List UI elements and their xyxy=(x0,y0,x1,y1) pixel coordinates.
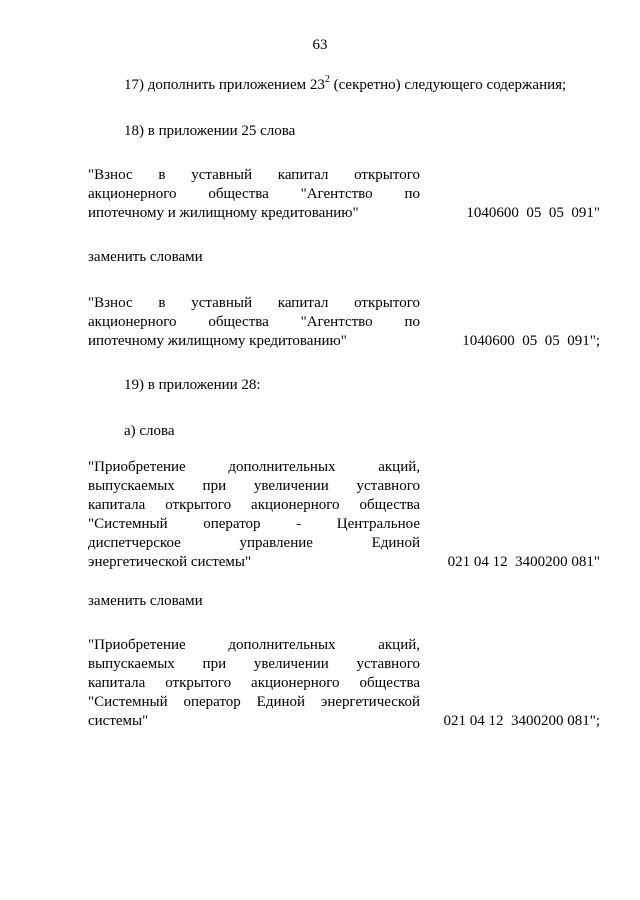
item-18: 18) в приложении 25 слова xyxy=(124,123,296,139)
entry-line: капитала открытого акционерного общества xyxy=(88,675,420,691)
item-17 xyxy=(124,76,566,95)
entry-4-code: 021 04 12 3400200 081"; xyxy=(443,713,600,729)
entry-line: "Взнос в уставный капитал открытого xyxy=(88,167,420,183)
entry-2-text xyxy=(88,294,420,351)
replace-phrase-1: заменить словами xyxy=(88,249,203,265)
entry-line: акционерного общества "Агентство по xyxy=(88,314,420,330)
entry-line: выпускаемых при увеличении уставного xyxy=(88,478,420,494)
entry-line: капитала открытого акционерного общества xyxy=(88,497,420,513)
entry-3-text xyxy=(88,458,420,572)
entry-2-code: 1040600 05 05 091"; xyxy=(462,333,600,349)
item-17-text-end: (секретно) следующего содержания; xyxy=(329,77,567,93)
entry-line: системы" xyxy=(88,713,149,729)
entry-line: "Приобретение дополнительных акций, xyxy=(88,637,420,653)
entry-line: "Системный оператор Единой энергетической xyxy=(88,694,420,710)
entry-1-code: 1040600 05 05 091" xyxy=(466,205,600,221)
entry-line: "Взнос в уставный капитал открытого xyxy=(88,295,420,311)
item-19: 19) в приложении 28: xyxy=(124,377,261,393)
entry-line: выпускаемых при увеличении уставного xyxy=(88,656,420,672)
item-17-superscript: 2 xyxy=(324,74,330,85)
entry-line: ипотечному жилищному кредитованию" xyxy=(88,333,347,349)
entry-1-text xyxy=(88,166,420,223)
replace-phrase-2: заменить словами xyxy=(88,593,203,609)
entry-line: энергетической системы" xyxy=(88,554,252,570)
entry-line: ипотечному и жилищному кредитованию" xyxy=(88,205,359,221)
entry-line: "Системный оператор - Центральное xyxy=(88,516,420,532)
entry-4-text xyxy=(88,636,420,731)
entry-line: акционерного общества "Агентство по xyxy=(88,186,420,202)
page-number: 63 xyxy=(312,37,328,53)
entry-3-code: 021 04 12 3400200 081" xyxy=(447,554,600,570)
item-17-text: 17) дополнить приложением 23 xyxy=(124,77,325,93)
sub-item-a: а) слова xyxy=(124,423,175,439)
entry-line: диспетчерское управление Единой xyxy=(88,535,420,551)
entry-line: "Приобретение дополнительных акций, xyxy=(88,459,420,475)
